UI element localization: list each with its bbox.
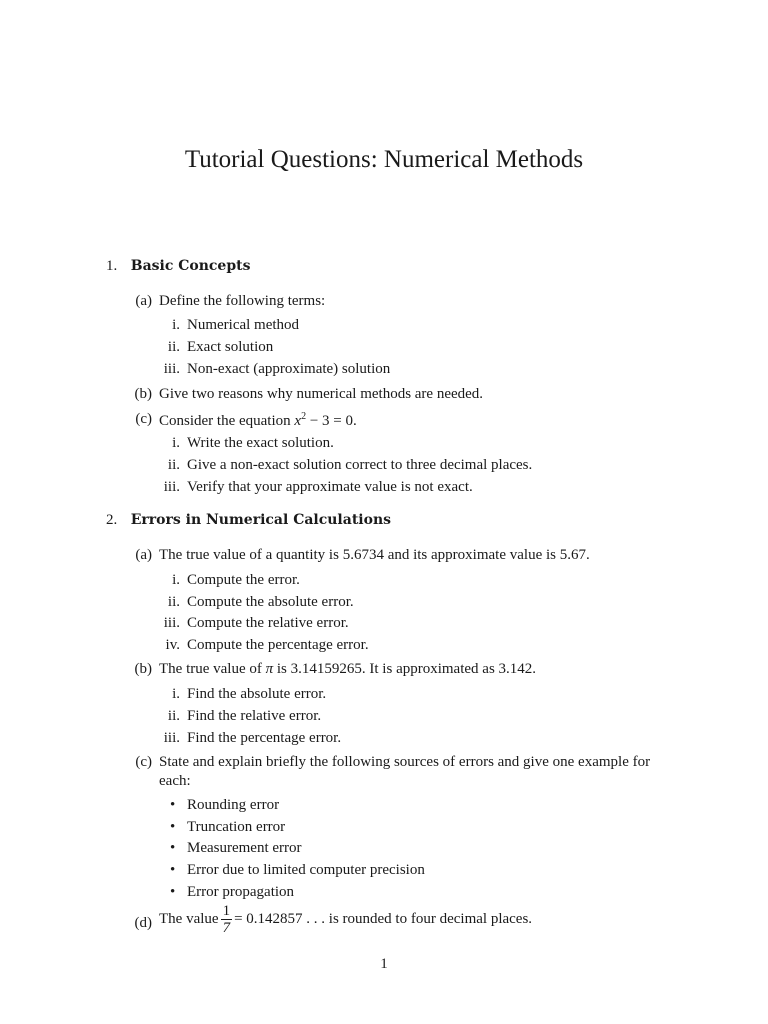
subitem-text: Give a non-exact solution correct to three decimal places. <box>187 457 533 473</box>
bullet-icon: • <box>170 840 176 856</box>
item-label: (c) <box>135 411 152 427</box>
fraction-lead-text: The value <box>159 910 219 927</box>
item-label: (a) <box>135 547 152 563</box>
subitem-label: iii. <box>163 615 180 631</box>
subitem-text: Compute the percentage error. <box>187 637 369 653</box>
subitem-text: Find the percentage error. <box>187 730 342 746</box>
list-item: Rounding error <box>187 797 280 813</box>
subitem-text: Exact solution <box>187 339 274 355</box>
subitem-label: iii. <box>163 730 180 746</box>
bullet-icon: • <box>170 797 176 813</box>
pi-lead-text: The true value of <box>159 661 266 677</box>
section-name: Errors in Numerical Calculations <box>130 512 392 528</box>
item-text <box>159 899 532 939</box>
subitem-label: iii. <box>163 479 180 495</box>
subitem-label: iii. <box>163 361 180 377</box>
section-heading <box>106 512 391 529</box>
subitem-text: Compute the absolute error. <box>187 594 354 610</box>
equation-variable: x <box>294 413 302 429</box>
page-number: 1 <box>380 956 388 972</box>
subitem-label: ii. <box>167 339 180 355</box>
item-label: (d) <box>134 915 152 931</box>
item-label: (a) <box>135 293 152 309</box>
subitem-text: Write the exact solution. <box>187 435 334 451</box>
fraction-tail-text: = 0.142857 . . . is rounded to four decimal places. <box>234 910 533 927</box>
subitem-label: i. <box>172 686 180 702</box>
item-text-line2: each: <box>159 773 191 789</box>
bullet-icon: • <box>170 819 176 835</box>
equation-tail-text: − 3 = 0. <box>306 413 357 429</box>
subitem-label: ii. <box>167 594 180 610</box>
item-text-line1: State and explain briefly the following sources of errors and give one example for <box>159 754 651 770</box>
fraction-numerator: 1 <box>222 902 231 919</box>
item-label: (c) <box>135 754 152 770</box>
pi-tail-text: is 3.14159265. It is approximated as 3.142. <box>273 661 537 677</box>
subitem-text: Find the absolute error. <box>187 686 327 702</box>
subitem-label: ii. <box>167 708 180 724</box>
section-number: 2. <box>106 512 118 528</box>
subitem-label: ii. <box>167 457 180 473</box>
bullet-icon: • <box>170 862 176 878</box>
list-item: Error propagation <box>187 884 295 900</box>
fraction <box>221 903 233 936</box>
list-item: Measurement error <box>187 840 302 856</box>
subitem-text: Verify that your approximate value is not exact. <box>187 479 473 495</box>
subitem-text: Numerical method <box>187 317 300 333</box>
item-text <box>159 661 536 678</box>
section-heading <box>106 258 250 275</box>
subitem-label: i. <box>172 435 180 451</box>
item-label: (b) <box>134 386 152 402</box>
section-name: Basic Concepts <box>130 258 251 274</box>
item-text: Define the following terms: <box>159 293 326 309</box>
equation-lead-text: Consider the equation <box>159 413 295 429</box>
page-title: Tutorial Questions: Numerical Methods <box>184 146 584 173</box>
equation-exponent: 2 <box>301 411 307 422</box>
section-number: 1. <box>106 258 118 274</box>
item-text: Give two reasons why numerical methods are needed. <box>159 386 484 402</box>
subitem-text: Find the relative error. <box>187 708 322 724</box>
subitem-label: i. <box>172 572 180 588</box>
list-item: Truncation error <box>187 819 286 835</box>
fraction-denominator: 7 <box>222 919 231 936</box>
item-text: The true value of a quantity is 5.6734 and its approximate value is 5.67. <box>159 547 590 563</box>
subitem-text: Compute the relative error. <box>187 615 349 631</box>
subitem-text: Compute the error. <box>187 572 300 588</box>
list-item: Error due to limited computer precision <box>187 862 425 878</box>
bullet-icon: • <box>170 884 176 900</box>
pi-symbol: π <box>265 661 274 677</box>
subitem-label: i. <box>172 317 180 333</box>
item-text <box>159 411 357 430</box>
item-label: (b) <box>134 661 152 677</box>
subitem-text: Non-exact (approximate) solution <box>187 361 391 377</box>
subitem-label: iv. <box>165 637 180 653</box>
